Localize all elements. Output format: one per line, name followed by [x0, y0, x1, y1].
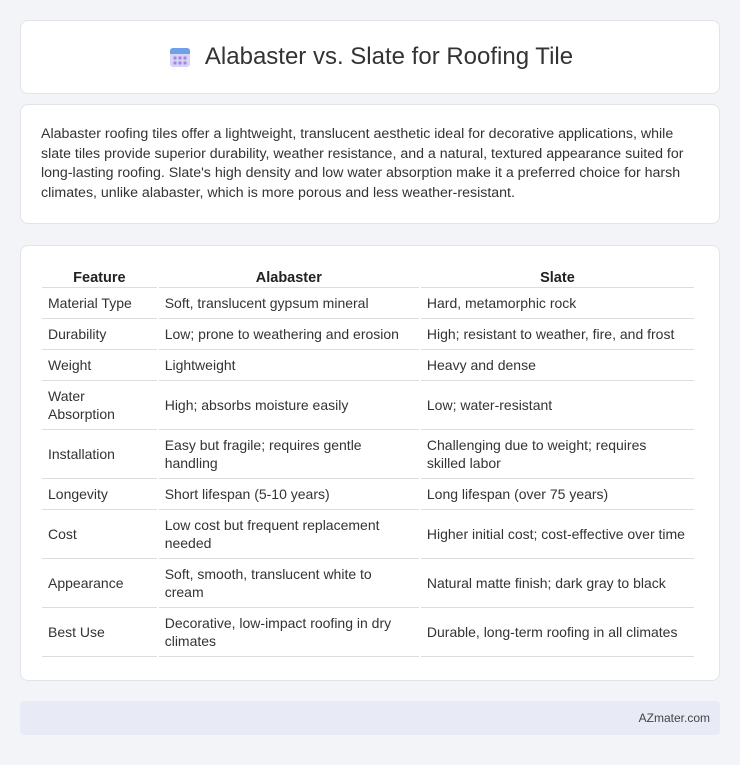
slate-cell: Low; water-resistant — [421, 381, 694, 430]
slate-cell: Natural matte finish; dark gray to black — [421, 559, 694, 608]
slate-cell: Heavy and dense — [421, 350, 694, 381]
summary-text: Alabaster roofing tiles offer a lightweight, translucent aesthetic ideal for decorative applications, while slate tiles provide superior durability, weather resistance, and a natural, textured appearance suited for long-lasting roofing. Slate's high density and low water absorption make it a preferred choice for harsh climates, unlike alabaster, which is more porous and less weather-resistant. — [41, 126, 684, 201]
table-row — [42, 559, 694, 608]
table-row — [42, 381, 694, 430]
slate-cell: Durable, long-term roofing in all climates — [421, 608, 694, 657]
column-header-feature: Feature — [42, 264, 157, 288]
footer-brand[interactable]: AZmater.com — [638, 711, 710, 725]
title-card — [20, 20, 720, 94]
calendar-icon — [167, 44, 193, 70]
summary-card — [20, 104, 720, 224]
alabaster-cell: Easy but fragile; requires gentle handling — [159, 430, 419, 479]
table-row — [42, 430, 694, 479]
table-row — [42, 479, 694, 510]
feature-cell: Material Type — [42, 288, 157, 319]
table-row — [42, 350, 694, 381]
comparison-table — [40, 264, 696, 657]
table-row — [42, 319, 694, 350]
feature-cell: Longevity — [42, 479, 157, 510]
alabaster-cell: Soft, smooth, translucent white to cream — [159, 559, 419, 608]
feature-cell: Water Absorption — [42, 381, 157, 430]
alabaster-cell: Short lifespan (5-10 years) — [159, 479, 419, 510]
feature-cell: Appearance — [42, 559, 157, 608]
alabaster-cell: Low cost but frequent replacement needed — [159, 510, 419, 559]
comparison-table-card — [20, 245, 720, 681]
alabaster-cell: Low; prone to weathering and erosion — [159, 319, 419, 350]
slate-cell: Long lifespan (over 75 years) — [421, 479, 694, 510]
slate-cell: Hard, metamorphic rock — [421, 288, 694, 319]
table-row — [42, 608, 694, 657]
slate-cell: High; resistant to weather, fire, and frost — [421, 319, 694, 350]
slate-cell: Challenging due to weight; requires skilled labor — [421, 430, 694, 479]
column-header-slate: Slate — [421, 264, 694, 288]
feature-cell: Installation — [42, 430, 157, 479]
page-title — [167, 43, 573, 71]
alabaster-cell: Soft, translucent gypsum mineral — [159, 288, 419, 319]
table-row — [42, 288, 694, 319]
alabaster-cell: Decorative, low-impact roofing in dry climates — [159, 608, 419, 657]
page-title-text: Alabaster vs. Slate for Roofing Tile — [204, 43, 574, 70]
column-header-alabaster: Alabaster — [159, 264, 419, 288]
alabaster-cell: Lightweight — [159, 350, 419, 381]
footer-bar — [20, 701, 720, 735]
table-row — [42, 510, 694, 559]
feature-cell: Cost — [42, 510, 157, 559]
slate-cell: Higher initial cost; cost-effective over time — [421, 510, 694, 559]
feature-cell: Weight — [42, 350, 157, 381]
feature-cell: Best Use — [42, 608, 157, 657]
feature-cell: Durability — [42, 319, 157, 350]
alabaster-cell: High; absorbs moisture easily — [159, 381, 419, 430]
table-header-row — [42, 264, 694, 288]
